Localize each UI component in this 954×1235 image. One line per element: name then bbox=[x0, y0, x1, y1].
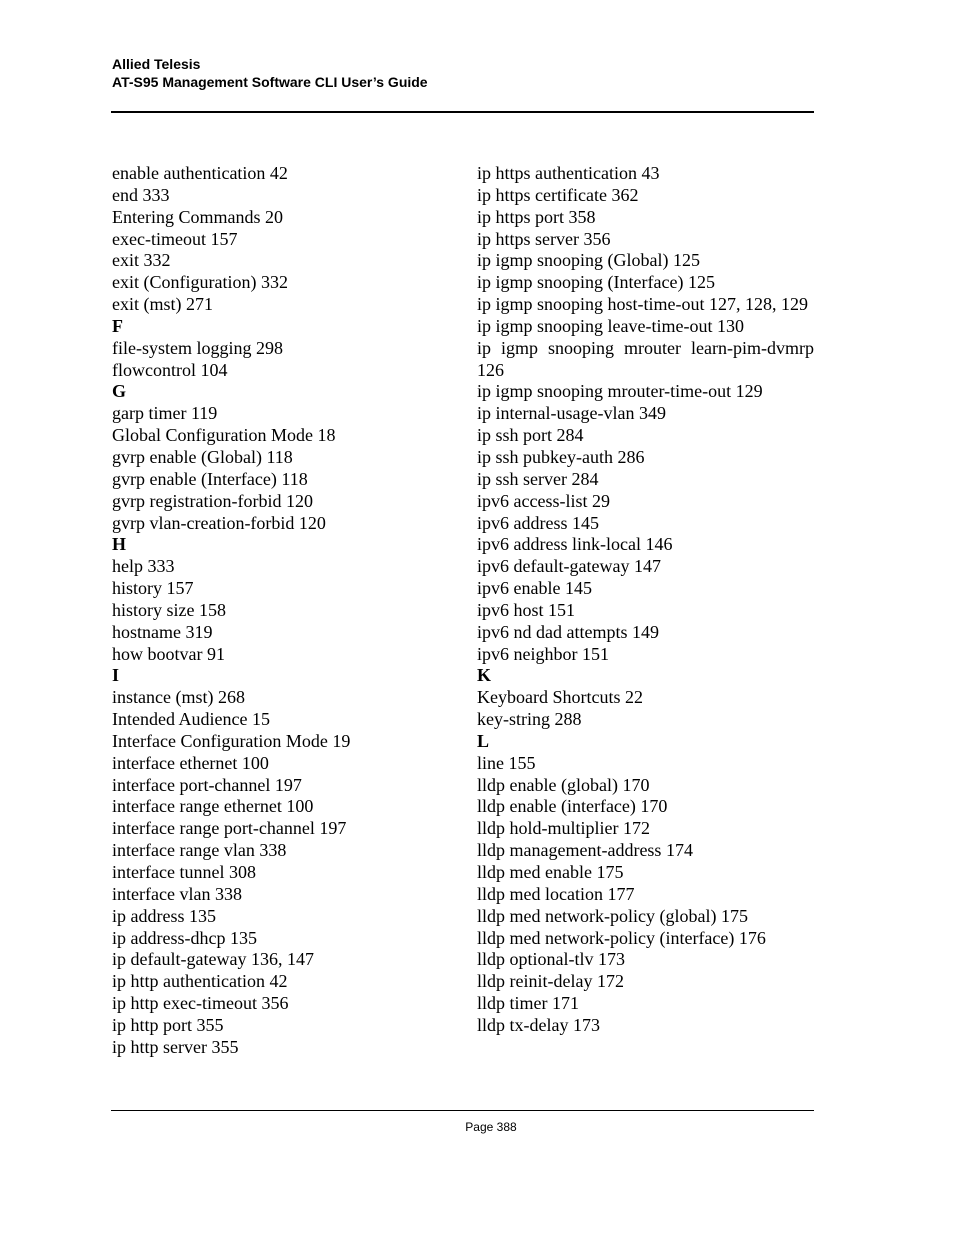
index-letter-heading: I bbox=[112, 665, 120, 686]
index-entry: exec-timeout 157 bbox=[112, 228, 238, 249]
index-entry: ip address 135 bbox=[112, 905, 216, 926]
index-entry: interface range vlan 338 bbox=[112, 840, 287, 861]
index-letter-heading: G bbox=[112, 381, 127, 402]
index-letter-heading: H bbox=[112, 534, 127, 555]
index-entry: lldp management-address 174 bbox=[477, 840, 693, 861]
index-entry: interface range ethernet 100 bbox=[112, 796, 314, 817]
index-entry: history size 158 bbox=[112, 599, 226, 620]
index-letter-heading: K bbox=[477, 665, 492, 686]
index-entry: ip ssh port 284 bbox=[477, 425, 584, 446]
index-entry: ip https port 358 bbox=[477, 206, 596, 227]
index-entry: ipv6 address link-local 146 bbox=[477, 534, 673, 555]
index-entry: interface range port-channel 197 bbox=[112, 818, 347, 839]
index-entry: ip igmp snooping mrouter-time-out 129 bbox=[477, 381, 763, 402]
index-entry: interface ethernet 100 bbox=[112, 752, 269, 773]
index-entry: interface tunnel 308 bbox=[112, 862, 256, 882]
index-entry: instance (mst) 268 bbox=[112, 687, 245, 708]
index-entry: lldp enable (global) 170 bbox=[477, 774, 650, 795]
index-entry: ipv6 neighbor 151 bbox=[477, 643, 609, 664]
index-entry: lldp hold-multiplier 172 bbox=[477, 818, 650, 839]
index-entry: flowcontrol 104 bbox=[112, 359, 228, 380]
index-entry: ip http authentication 42 bbox=[112, 971, 288, 992]
index-entry: history 157 bbox=[112, 578, 194, 599]
index-entry: lldp enable (interface) 170 bbox=[477, 796, 668, 817]
page-number: Page 388 bbox=[465, 1120, 517, 1134]
index-entry: file-system logging 298 bbox=[112, 337, 283, 358]
index-entry: how bootvar 91 bbox=[112, 643, 225, 664]
index-column-right bbox=[477, 163, 814, 1037]
index-entry: Keyboard Shortcuts 22 bbox=[477, 687, 643, 708]
index-entry: lldp reinit-delay 172 bbox=[477, 971, 624, 992]
index-entry: ipv6 nd dad attempts 149 bbox=[477, 621, 659, 642]
index-entry: ip address-dhcp 135 bbox=[112, 927, 257, 948]
index-entry: exit (Configuration) 332 bbox=[112, 272, 288, 293]
index-entry: lldp timer 171 bbox=[477, 993, 579, 1014]
index-entry: gvrp registration-forbid 120 bbox=[112, 490, 313, 511]
index-entry: lldp optional-tlv 173 bbox=[477, 949, 625, 970]
index-entry: help 333 bbox=[112, 556, 175, 577]
footer-divider bbox=[111, 1110, 814, 1111]
index-entry: exit 332 bbox=[112, 250, 171, 271]
index-entry: Entering Commands 20 bbox=[112, 206, 283, 227]
index-entry: ip ssh pubkey-auth 286 bbox=[477, 446, 645, 467]
index-entry: ip igmp snooping leave-time-out 130 bbox=[477, 315, 744, 336]
index-entry: ipv6 address 145 bbox=[477, 512, 599, 533]
index-entry: ip default-gateway 136, 147 bbox=[112, 949, 314, 970]
index-entry: lldp med network-policy (global) 175 bbox=[477, 905, 748, 926]
index-entry: ip https authentication 43 bbox=[477, 163, 660, 183]
index-entry: gvrp vlan-creation-forbid 120 bbox=[112, 512, 326, 533]
index-entry: ipv6 host 151 bbox=[477, 599, 576, 620]
index-column-left bbox=[112, 163, 452, 1059]
index-entry: ipv6 default-gateway 147 bbox=[477, 556, 661, 577]
index-entry: Intended Audience 15 bbox=[112, 709, 270, 730]
index-entry: ip igmp snooping host-time-out 127, 128, 129 bbox=[477, 294, 808, 315]
index-entry: exit (mst) 271 bbox=[112, 294, 213, 315]
index-letter-heading: F bbox=[112, 315, 123, 336]
index-entry: gvrp enable (Interface) 118 bbox=[112, 468, 308, 489]
index-entry: ip igmp snooping (Interface) 125 bbox=[477, 272, 715, 293]
index-letter-heading: L bbox=[477, 730, 490, 751]
index-entry: ip http server 355 bbox=[112, 1036, 239, 1057]
index-entry: ipv6 enable 145 bbox=[477, 578, 592, 599]
running-header bbox=[112, 55, 428, 91]
index-entry: ip internal-usage-vlan 349 bbox=[477, 403, 666, 424]
index-entry: ip ssh server 284 bbox=[477, 468, 599, 489]
index-entry: interface vlan 338 bbox=[112, 883, 242, 904]
header-divider bbox=[111, 111, 814, 113]
index-entry: end 333 bbox=[112, 184, 170, 205]
index-entry: lldp med network-policy (interface) 176 bbox=[477, 927, 766, 948]
company-name: Allied Telesis bbox=[112, 56, 201, 72]
index-entry: Global Configuration Mode 18 bbox=[112, 425, 336, 446]
guide-title: AT-S95 Management Software CLI User’s Guide bbox=[112, 74, 428, 90]
index-entry: enable authentication 42 bbox=[112, 163, 288, 183]
index-entry: ipv6 access-list 29 bbox=[477, 490, 610, 511]
index-entry: ip igmp snooping mrouter learn-pim-dvmrp 126 bbox=[477, 337, 814, 380]
index-entry: interface port-channel 197 bbox=[112, 774, 302, 795]
index-entry: gvrp enable (Global) 118 bbox=[112, 446, 293, 467]
index-entry: lldp tx-delay 173 bbox=[477, 1014, 600, 1035]
index-entry: lldp med location 177 bbox=[477, 883, 635, 904]
index-entry: ip https certificate 362 bbox=[477, 184, 639, 205]
index-entry: ip http port 355 bbox=[112, 1014, 224, 1035]
index-entry: ip http exec-timeout 356 bbox=[112, 993, 289, 1014]
index-entry: hostname 319 bbox=[112, 621, 213, 642]
index-entry: key-string 288 bbox=[477, 709, 582, 730]
index-entry: line 155 bbox=[477, 752, 536, 773]
index-entry: ip igmp snooping (Global) 125 bbox=[477, 250, 700, 271]
index-entry: Interface Configuration Mode 19 bbox=[112, 730, 351, 751]
index-entry: lldp med enable 175 bbox=[477, 862, 624, 882]
index-entry: garp timer 119 bbox=[112, 403, 218, 424]
index-entry: ip https server 356 bbox=[477, 228, 611, 249]
